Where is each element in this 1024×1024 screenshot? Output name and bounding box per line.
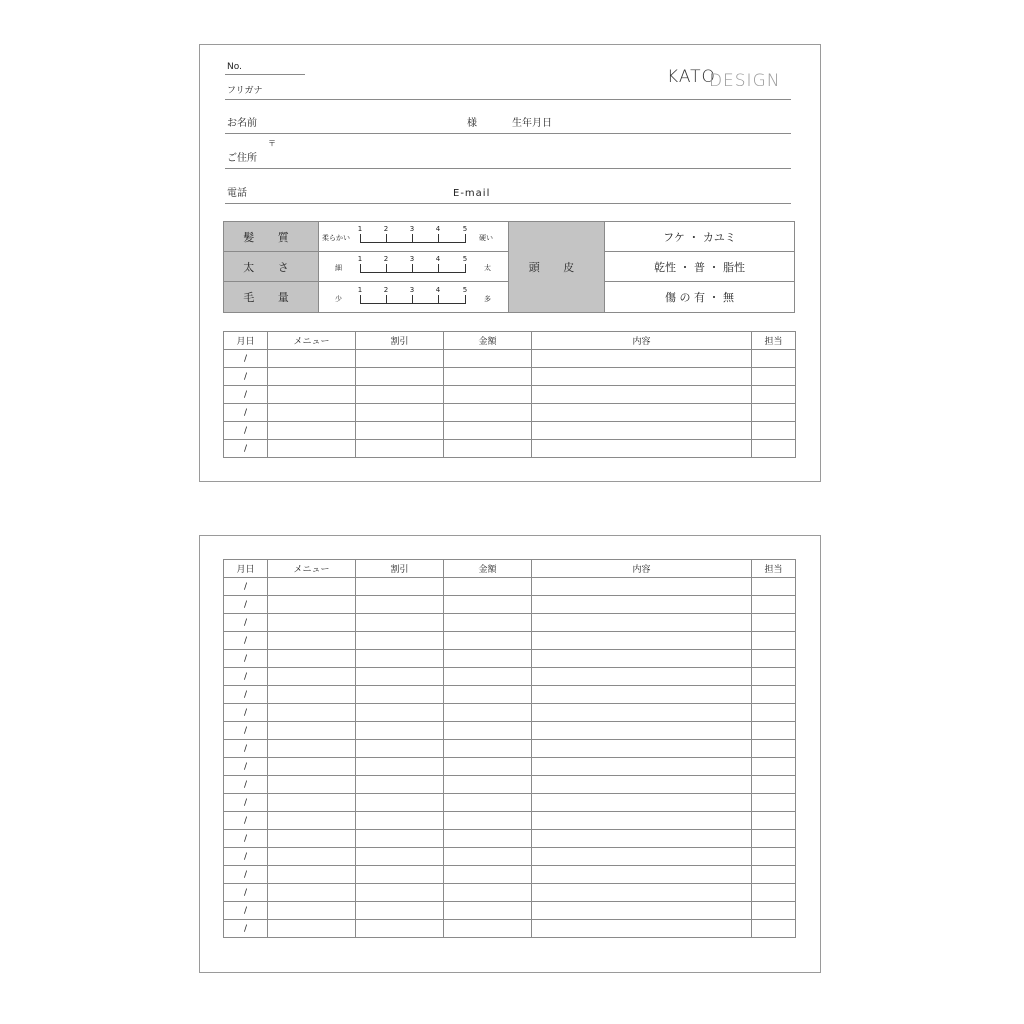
cell-discount[interactable]: [356, 686, 444, 704]
cell-menu[interactable]: [268, 596, 356, 614]
cell-date[interactable]: /: [224, 350, 268, 368]
cell-discount[interactable]: [356, 368, 444, 386]
scale-number: 3: [409, 225, 415, 233]
treatment-history-table: [223, 331, 796, 458]
cell-date[interactable]: /: [224, 848, 268, 866]
scale-tick: [465, 234, 466, 242]
address-label: ご住所: [227, 153, 257, 164]
furigana-line[interactable]: [225, 99, 791, 100]
phone-line[interactable]: [225, 203, 791, 204]
table-row: [224, 596, 796, 614]
scale-right-label: 太: [484, 264, 491, 272]
scale-number: 5: [462, 255, 468, 263]
scale-tick: [412, 295, 413, 303]
cell-discount[interactable]: [356, 650, 444, 668]
cell-content[interactable]: [532, 902, 752, 920]
scale-tick: [438, 234, 439, 242]
cell-content[interactable]: [532, 722, 752, 740]
scale-tick: [465, 264, 466, 272]
cell-date[interactable]: /: [224, 386, 268, 404]
cell-content[interactable]: [532, 794, 752, 812]
cell-content[interactable]: [532, 740, 752, 758]
cell-content[interactable]: [532, 758, 752, 776]
cell-content[interactable]: [532, 668, 752, 686]
cell-amount[interactable]: [444, 386, 532, 404]
cell-discount[interactable]: [356, 902, 444, 920]
cell-amount[interactable]: [444, 902, 532, 920]
scale-number: 4: [435, 286, 441, 294]
column-header-date: 月日: [224, 332, 268, 350]
cell-amount[interactable]: [444, 686, 532, 704]
cell-staff[interactable]: [752, 632, 796, 650]
column-header-menu: メニュー: [268, 560, 356, 578]
cell-date[interactable]: /: [224, 740, 268, 758]
scale-left-label: 柔らかい: [322, 234, 350, 242]
table-row: [224, 422, 796, 440]
scale-number: 1: [357, 225, 363, 233]
thickness-scale[interactable]: [318, 251, 509, 282]
scale-number: 2: [383, 286, 389, 294]
table-row: [224, 686, 796, 704]
cell-date[interactable]: /: [224, 440, 268, 458]
postal-mark: 〒: [268, 139, 276, 148]
cell-menu[interactable]: [268, 350, 356, 368]
table-row: [224, 812, 796, 830]
name-label: お名前: [227, 118, 257, 129]
scale-tick: [386, 295, 387, 303]
cell-discount[interactable]: [356, 596, 444, 614]
scale-number: 4: [435, 225, 441, 233]
table-row: [224, 704, 796, 722]
cell-discount[interactable]: [356, 614, 444, 632]
cell-content[interactable]: [532, 350, 752, 368]
cell-staff[interactable]: [752, 722, 796, 740]
column-header-date: 月日: [224, 560, 268, 578]
scale-number: 5: [462, 225, 468, 233]
scale-tick: [360, 234, 361, 242]
cell-discount[interactable]: [356, 830, 444, 848]
scale-track: [360, 272, 466, 273]
cell-date[interactable]: /: [224, 404, 268, 422]
scale-number: 2: [383, 225, 389, 233]
cell-menu[interactable]: [268, 794, 356, 812]
cell-amount[interactable]: [444, 350, 532, 368]
cell-discount[interactable]: [356, 578, 444, 596]
cell-date[interactable]: /: [224, 650, 268, 668]
cell-content[interactable]: [532, 704, 752, 722]
cell-menu[interactable]: [268, 830, 356, 848]
cell-menu[interactable]: [268, 866, 356, 884]
cell-amount[interactable]: [444, 758, 532, 776]
cell-discount[interactable]: [356, 758, 444, 776]
table-row: [224, 578, 796, 596]
column-header-discount: 割引: [356, 560, 444, 578]
column-header-content: 内容: [532, 332, 752, 350]
cell-discount[interactable]: [356, 848, 444, 866]
column-header-content: 内容: [532, 560, 752, 578]
table-row: [224, 350, 796, 368]
cell-amount[interactable]: [444, 776, 532, 794]
cell-content[interactable]: [532, 386, 752, 404]
cell-content[interactable]: [532, 578, 752, 596]
cell-content[interactable]: [532, 884, 752, 902]
cell-date[interactable]: /: [224, 902, 268, 920]
cell-date[interactable]: /: [224, 704, 268, 722]
scalp-option-skin-type[interactable]: 乾性 ・ 普 ・ 脂性: [604, 251, 795, 282]
cell-date[interactable]: /: [224, 794, 268, 812]
cell-amount[interactable]: [444, 632, 532, 650]
cell-amount[interactable]: [444, 614, 532, 632]
cell-staff[interactable]: [752, 902, 796, 920]
cell-discount[interactable]: [356, 884, 444, 902]
scale-tick: [412, 234, 413, 242]
cell-staff[interactable]: [752, 830, 796, 848]
cell-discount[interactable]: [356, 740, 444, 758]
birthday-label: 生年月日: [512, 118, 552, 129]
cell-date[interactable]: /: [224, 866, 268, 884]
cell-discount[interactable]: [356, 404, 444, 422]
cell-staff[interactable]: [752, 686, 796, 704]
cell-menu[interactable]: [268, 386, 356, 404]
table-row: [224, 614, 796, 632]
cell-discount[interactable]: [356, 632, 444, 650]
scale-number: 1: [357, 286, 363, 294]
cell-staff[interactable]: [752, 704, 796, 722]
cell-date[interactable]: /: [224, 632, 268, 650]
scale-tick: [465, 295, 466, 303]
cell-staff[interactable]: [752, 740, 796, 758]
scalp-option-dandruff-itch[interactable]: フケ ・ カユミ: [604, 221, 795, 252]
cell-discount[interactable]: [356, 386, 444, 404]
cell-date[interactable]: /: [224, 614, 268, 632]
cell-menu[interactable]: [268, 686, 356, 704]
brand-logo: KATODESIGN: [667, 67, 781, 91]
cell-amount[interactable]: [444, 704, 532, 722]
cell-staff[interactable]: [752, 350, 796, 368]
cell-menu[interactable]: [268, 368, 356, 386]
cell-menu[interactable]: [268, 668, 356, 686]
cell-staff[interactable]: [752, 440, 796, 458]
table-row: [224, 830, 796, 848]
cell-staff[interactable]: [752, 758, 796, 776]
cell-date[interactable]: /: [224, 422, 268, 440]
cell-menu[interactable]: [268, 776, 356, 794]
column-header-staff: 担当: [752, 560, 796, 578]
scalp-header: 頭 皮: [508, 221, 605, 313]
cell-date[interactable]: /: [224, 686, 268, 704]
cell-amount[interactable]: [444, 404, 532, 422]
cell-menu[interactable]: [268, 740, 356, 758]
table-row: [224, 722, 796, 740]
cell-menu[interactable]: [268, 650, 356, 668]
address-line[interactable]: [225, 168, 791, 169]
table-header-row: [224, 332, 796, 350]
scale-tick: [412, 264, 413, 272]
cell-discount[interactable]: [356, 776, 444, 794]
cell-content[interactable]: [532, 368, 752, 386]
scale-right-label: 多: [484, 295, 491, 303]
table-row: [224, 920, 796, 938]
cell-amount[interactable]: [444, 368, 532, 386]
cell-menu[interactable]: [268, 632, 356, 650]
cell-amount[interactable]: [444, 596, 532, 614]
cell-content[interactable]: [532, 440, 752, 458]
scale-left-label: 細: [335, 264, 342, 272]
phone-label: 電話: [227, 188, 247, 199]
cell-amount[interactable]: [444, 650, 532, 668]
cell-discount[interactable]: [356, 722, 444, 740]
name-line[interactable]: [225, 133, 791, 134]
column-header-staff: 担当: [752, 332, 796, 350]
cell-staff[interactable]: [752, 368, 796, 386]
cell-discount[interactable]: [356, 704, 444, 722]
no-underline: [225, 74, 305, 75]
scale-number: 4: [435, 255, 441, 263]
table-row: [224, 404, 796, 422]
cell-date[interactable]: /: [224, 578, 268, 596]
cell-amount[interactable]: [444, 578, 532, 596]
scale-right-label: 硬い: [479, 234, 493, 242]
cell-date[interactable]: /: [224, 830, 268, 848]
cell-discount[interactable]: [356, 422, 444, 440]
cell-staff[interactable]: [752, 848, 796, 866]
cell-date[interactable]: /: [224, 758, 268, 776]
scale-tick: [438, 264, 439, 272]
customer-card-back: [199, 535, 821, 973]
table-row: [224, 866, 796, 884]
cell-menu[interactable]: [268, 422, 356, 440]
cell-menu[interactable]: [268, 722, 356, 740]
cell-discount[interactable]: [356, 920, 444, 938]
sama-label: 様: [467, 118, 477, 129]
treatment-history-table: [223, 559, 796, 938]
furigana-label: フリガナ: [227, 86, 263, 96]
table-row: [224, 740, 796, 758]
cell-menu[interactable]: [268, 884, 356, 902]
cell-amount[interactable]: [444, 830, 532, 848]
table-row: [224, 386, 796, 404]
cell-discount[interactable]: [356, 866, 444, 884]
thickness-header: 太 さ: [223, 251, 319, 282]
scale-track: [360, 242, 466, 243]
cell-content[interactable]: [532, 596, 752, 614]
cell-date[interactable]: /: [224, 920, 268, 938]
cell-amount[interactable]: [444, 668, 532, 686]
column-header-discount: 割引: [356, 332, 444, 350]
table-row: [224, 368, 796, 386]
cell-menu[interactable]: [268, 758, 356, 776]
cell-staff[interactable]: [752, 920, 796, 938]
cell-content[interactable]: [532, 920, 752, 938]
cell-amount[interactable]: [444, 920, 532, 938]
cell-staff[interactable]: [752, 578, 796, 596]
cell-content[interactable]: [532, 686, 752, 704]
scale-number: 2: [383, 255, 389, 263]
cell-content[interactable]: [532, 848, 752, 866]
cell-staff[interactable]: [752, 422, 796, 440]
cell-staff[interactable]: [752, 866, 796, 884]
table-row: [224, 758, 796, 776]
table-row: [224, 794, 796, 812]
cell-amount[interactable]: [444, 884, 532, 902]
column-header-amount: 金額: [444, 560, 532, 578]
cell-amount[interactable]: [444, 794, 532, 812]
cell-menu[interactable]: [268, 614, 356, 632]
cell-staff[interactable]: [752, 614, 796, 632]
cell-date[interactable]: /: [224, 596, 268, 614]
table-row: [224, 668, 796, 686]
scale-left-label: 少: [335, 295, 342, 303]
cell-content[interactable]: [532, 404, 752, 422]
cell-staff[interactable]: [752, 404, 796, 422]
cell-content[interactable]: [532, 632, 752, 650]
cell-staff[interactable]: [752, 776, 796, 794]
scale-tick: [386, 264, 387, 272]
cell-amount[interactable]: [444, 722, 532, 740]
hair-volume-header: 毛 量: [223, 281, 319, 313]
cell-menu[interactable]: [268, 902, 356, 920]
cell-amount[interactable]: [444, 422, 532, 440]
cell-staff[interactable]: [752, 794, 796, 812]
email-label: E-mail: [453, 188, 491, 199]
cell-discount[interactable]: [356, 794, 444, 812]
table-row: [224, 902, 796, 920]
column-header-menu: メニュー: [268, 332, 356, 350]
scale-number: 3: [409, 286, 415, 294]
table-row: [224, 884, 796, 902]
cell-content[interactable]: [532, 776, 752, 794]
cell-date[interactable]: /: [224, 368, 268, 386]
cell-date[interactable]: /: [224, 776, 268, 794]
cell-date[interactable]: /: [224, 722, 268, 740]
cell-discount[interactable]: [356, 668, 444, 686]
cell-menu[interactable]: [268, 440, 356, 458]
scale-tick: [386, 234, 387, 242]
cell-content[interactable]: [532, 812, 752, 830]
cell-amount[interactable]: [444, 848, 532, 866]
hair-quality-scale[interactable]: [318, 221, 509, 252]
table-row: [224, 776, 796, 794]
column-header-amount: 金額: [444, 332, 532, 350]
cell-content[interactable]: [532, 830, 752, 848]
cell-content[interactable]: [532, 422, 752, 440]
cell-amount[interactable]: [444, 866, 532, 884]
customer-card-front: [199, 44, 821, 482]
cell-menu[interactable]: [268, 578, 356, 596]
table-row: [224, 848, 796, 866]
table-row: [224, 632, 796, 650]
cell-staff[interactable]: [752, 812, 796, 830]
scale-number: 1: [357, 255, 363, 263]
scale-number: 3: [409, 255, 415, 263]
cell-date[interactable]: /: [224, 884, 268, 902]
scale-tick: [360, 264, 361, 272]
hair-volume-scale[interactable]: [318, 281, 509, 313]
scale-track: [360, 303, 466, 304]
cell-staff[interactable]: [752, 596, 796, 614]
hair-quality-header: 髪 質: [223, 221, 319, 252]
cell-discount[interactable]: [356, 812, 444, 830]
scale-tick: [438, 295, 439, 303]
cell-content[interactable]: [532, 650, 752, 668]
cell-menu[interactable]: [268, 404, 356, 422]
cell-staff[interactable]: [752, 884, 796, 902]
scalp-option-wound[interactable]: 傷 の 有 ・ 無: [604, 281, 795, 313]
cell-content[interactable]: [532, 866, 752, 884]
cell-menu[interactable]: [268, 812, 356, 830]
cell-date[interactable]: /: [224, 668, 268, 686]
cell-discount[interactable]: [356, 440, 444, 458]
table-row: [224, 440, 796, 458]
cell-amount[interactable]: [444, 440, 532, 458]
table-header-row: [224, 560, 796, 578]
scale-number: 5: [462, 286, 468, 294]
cell-amount[interactable]: [444, 740, 532, 758]
no-label: No.: [227, 62, 242, 72]
cell-staff[interactable]: [752, 668, 796, 686]
cell-staff[interactable]: [752, 386, 796, 404]
table-row: [224, 650, 796, 668]
cell-staff[interactable]: [752, 650, 796, 668]
cell-menu[interactable]: [268, 704, 356, 722]
scale-tick: [360, 295, 361, 303]
cell-date[interactable]: /: [224, 812, 268, 830]
cell-discount[interactable]: [356, 350, 444, 368]
cell-menu[interactable]: [268, 848, 356, 866]
cell-content[interactable]: [532, 614, 752, 632]
cell-amount[interactable]: [444, 812, 532, 830]
cell-menu[interactable]: [268, 920, 356, 938]
